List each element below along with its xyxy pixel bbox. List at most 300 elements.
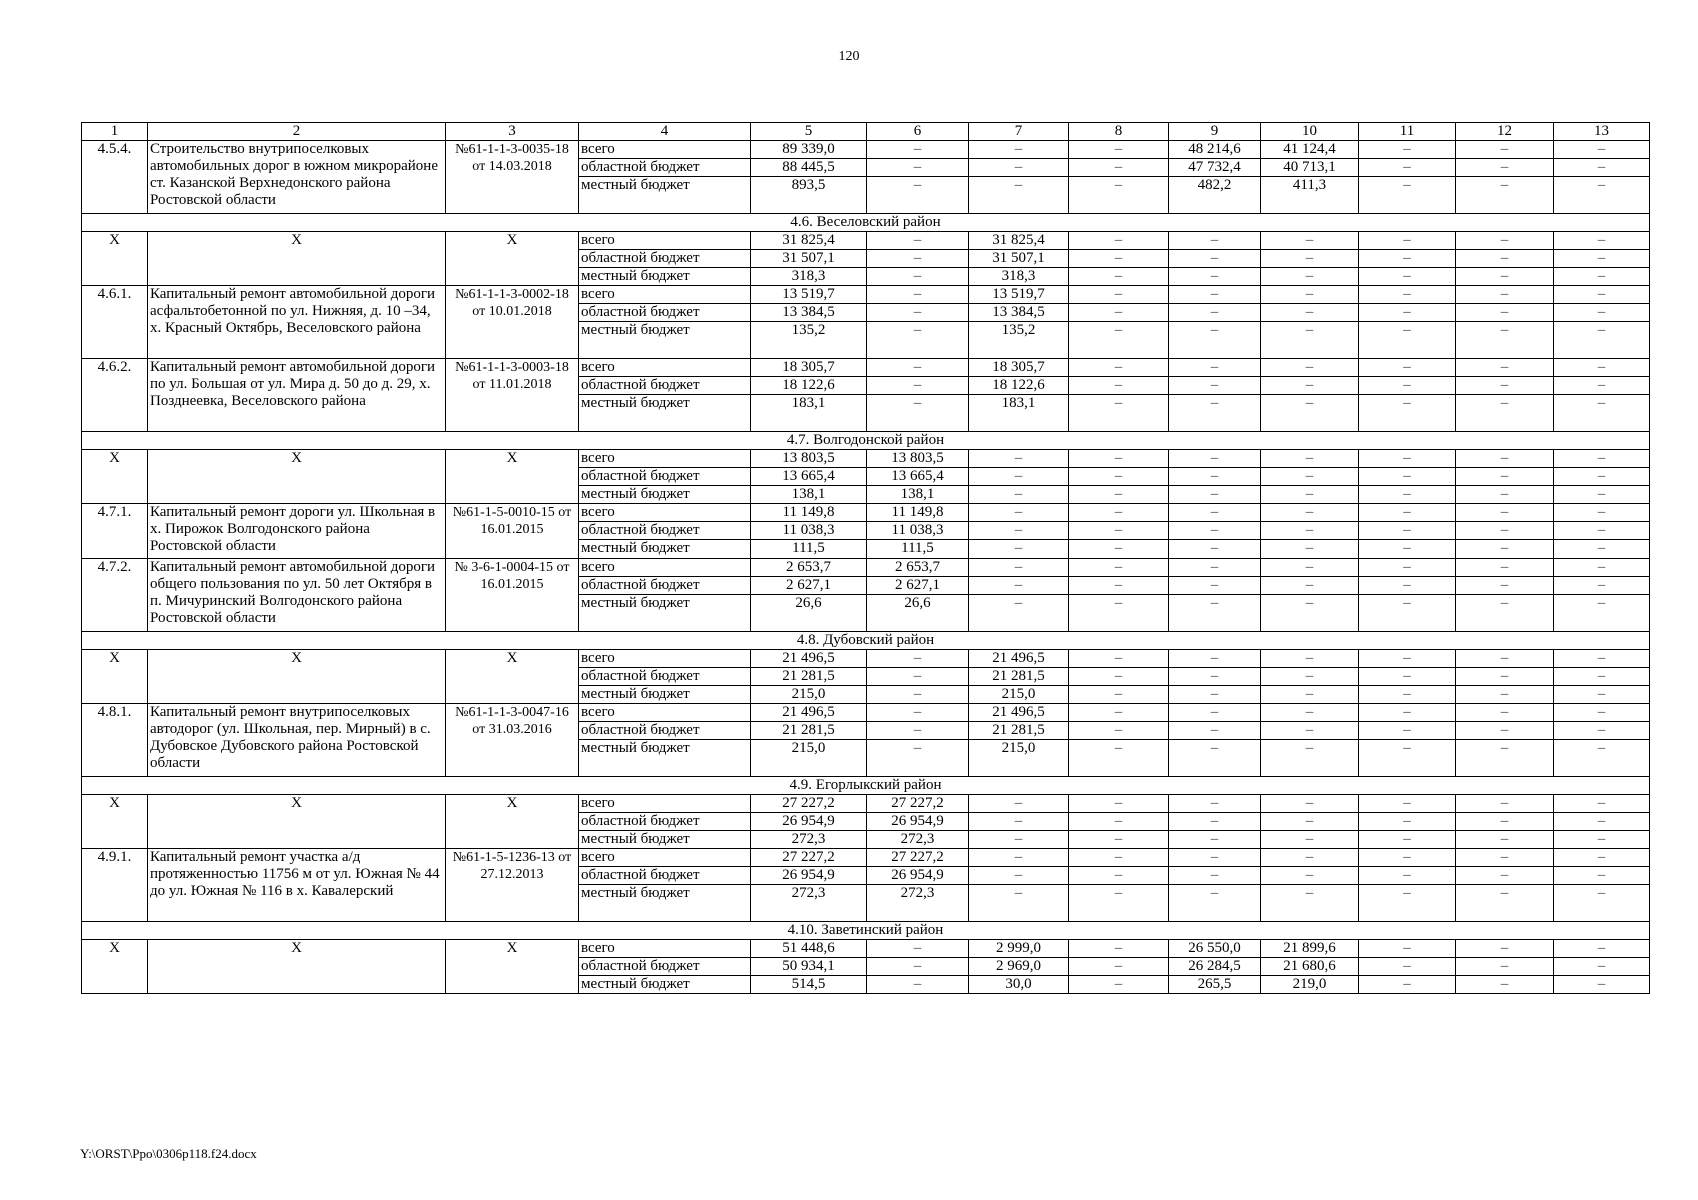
value-cell: – xyxy=(867,958,969,976)
value-cell: – xyxy=(1359,722,1456,740)
value-cell: – xyxy=(1554,286,1650,304)
value-cell: – xyxy=(1554,359,1650,377)
value-cell: – xyxy=(1169,486,1261,504)
value-cell: – xyxy=(1359,885,1456,922)
value-cell: – xyxy=(1261,540,1359,559)
value-cell: – xyxy=(1069,704,1169,722)
value-cell: – xyxy=(1069,304,1169,322)
value-cell: 13 519,7 xyxy=(969,286,1069,304)
value-cell: – xyxy=(867,686,969,704)
funding-source: областной бюджет xyxy=(579,867,751,885)
value-cell: 40 713,1 xyxy=(1261,159,1359,177)
value-cell: – xyxy=(1456,940,1554,958)
value-cell: – xyxy=(969,522,1069,540)
table-row xyxy=(82,849,1650,867)
value-cell: 18 305,7 xyxy=(751,359,867,377)
table-row xyxy=(82,704,1650,722)
value-cell: – xyxy=(1554,976,1650,994)
value-cell: 138,1 xyxy=(751,486,867,504)
item-name: Капитальный ремонт автомобильной дороги по ул. Большая от ул. Мира д. 50 до д. 29, х. Позднеевка, Веселовского района xyxy=(148,359,446,432)
funding-source: областной бюджет xyxy=(579,377,751,395)
funding-source: всего xyxy=(579,849,751,867)
item-document: №61-1-1-3-0047-16 от 31.03.2016 xyxy=(446,704,579,777)
value-cell: – xyxy=(1069,831,1169,849)
value-cell: 31 825,4 xyxy=(969,232,1069,250)
funding-source: областной бюджет xyxy=(579,722,751,740)
value-cell: 21 281,5 xyxy=(969,668,1069,686)
value-cell: – xyxy=(1456,976,1554,994)
table-row xyxy=(82,559,1650,577)
value-cell: – xyxy=(969,849,1069,867)
item-name: Строительство внутрипоселковых автомобильных дорог в южном микрорайоне ст. Казанской Верхнедонского района Ростовской области xyxy=(148,141,446,214)
value-cell: – xyxy=(1456,704,1554,722)
item-document: Х xyxy=(446,232,579,286)
item-number: 4.7.1. xyxy=(82,504,148,559)
section-heading-row xyxy=(82,214,1650,232)
funding-source: всего xyxy=(579,650,751,668)
value-cell: – xyxy=(1261,559,1359,577)
value-cell: – xyxy=(1554,322,1650,359)
value-cell: 50 934,1 xyxy=(751,958,867,976)
table-row xyxy=(82,450,1650,468)
value-cell: – xyxy=(1456,504,1554,522)
value-cell: – xyxy=(1554,795,1650,813)
value-cell: 272,3 xyxy=(751,885,867,922)
value-cell: – xyxy=(1359,686,1456,704)
value-cell: 135,2 xyxy=(751,322,867,359)
value-cell: – xyxy=(1069,522,1169,540)
funding-source: местный бюджет xyxy=(579,395,751,432)
section-heading-row xyxy=(82,777,1650,795)
item-name: Капитальный ремонт дороги ул. Школьная в х. Пирожок Волгодонского района Ростовской области xyxy=(148,504,446,559)
value-cell: – xyxy=(1359,522,1456,540)
value-cell: 21 496,5 xyxy=(751,650,867,668)
value-cell: – xyxy=(1069,504,1169,522)
value-cell: – xyxy=(1069,813,1169,831)
value-cell: – xyxy=(1456,958,1554,976)
table-row xyxy=(82,286,1650,304)
value-cell: 215,0 xyxy=(969,740,1069,777)
value-cell: – xyxy=(1554,268,1650,286)
value-cell: – xyxy=(1456,395,1554,432)
value-cell: – xyxy=(969,595,1069,632)
value-cell: – xyxy=(1069,377,1169,395)
value-cell: 51 448,6 xyxy=(751,940,867,958)
value-cell: – xyxy=(1069,885,1169,922)
value-cell: – xyxy=(1261,468,1359,486)
value-cell: – xyxy=(1456,486,1554,504)
value-cell: – xyxy=(1169,250,1261,268)
value-cell: – xyxy=(1069,595,1169,632)
value-cell: 13 803,5 xyxy=(867,450,969,468)
value-cell: 111,5 xyxy=(751,540,867,559)
funding-source: местный бюджет xyxy=(579,976,751,994)
value-cell: – xyxy=(1261,813,1359,831)
funding-source: всего xyxy=(579,940,751,958)
value-cell: – xyxy=(1069,268,1169,286)
value-cell: – xyxy=(1069,940,1169,958)
value-cell: – xyxy=(1169,831,1261,849)
value-cell: 21 281,5 xyxy=(751,668,867,686)
value-cell: – xyxy=(1456,740,1554,777)
value-cell: – xyxy=(1169,849,1261,867)
column-header: 6 xyxy=(867,123,969,141)
value-cell: – xyxy=(1456,450,1554,468)
value-cell: 411,3 xyxy=(1261,177,1359,214)
value-cell: – xyxy=(1169,468,1261,486)
value-cell: – xyxy=(1169,522,1261,540)
funding-source: всего xyxy=(579,232,751,250)
value-cell: – xyxy=(1456,159,1554,177)
item-document: №61-1-1-3-0002-18 от 10.01.2018 xyxy=(446,286,579,359)
value-cell: – xyxy=(1069,867,1169,885)
value-cell: – xyxy=(1456,286,1554,304)
footer-file-path: Y:\ORST\Ppo\0306p118.f24.docx xyxy=(80,1146,257,1161)
value-cell: – xyxy=(969,795,1069,813)
funding-source: всего xyxy=(579,795,751,813)
value-cell: 21 496,5 xyxy=(969,704,1069,722)
item-document: №61-1-5-1236-13 от 27.12.2013 xyxy=(446,849,579,922)
value-cell: – xyxy=(1359,177,1456,214)
value-cell: – xyxy=(1359,940,1456,958)
page-number: 120 xyxy=(838,49,860,64)
value-cell: 13 384,5 xyxy=(751,304,867,322)
value-cell: – xyxy=(1069,159,1169,177)
value-cell: – xyxy=(969,486,1069,504)
funding-source: всего xyxy=(579,359,751,377)
section-heading: 4.6. Веселовский район xyxy=(82,214,1650,232)
value-cell: 21 496,5 xyxy=(751,704,867,722)
value-cell: – xyxy=(1456,540,1554,559)
value-cell: – xyxy=(1456,722,1554,740)
value-cell: 30,0 xyxy=(969,976,1069,994)
column-header: 1 xyxy=(82,123,148,141)
table-row xyxy=(82,504,1650,522)
item-document: Х xyxy=(446,795,579,849)
value-cell: – xyxy=(1456,559,1554,577)
value-cell: – xyxy=(1169,286,1261,304)
value-cell: – xyxy=(1359,159,1456,177)
value-cell: – xyxy=(867,722,969,740)
value-cell: 183,1 xyxy=(969,395,1069,432)
value-cell: – xyxy=(1554,304,1650,322)
value-cell: – xyxy=(1359,650,1456,668)
value-cell: – xyxy=(1456,849,1554,867)
value-cell: 21 680,6 xyxy=(1261,958,1359,976)
funding-source: местный бюджет xyxy=(579,595,751,632)
value-cell: – xyxy=(1456,377,1554,395)
item-number: 4.6.2. xyxy=(82,359,148,432)
item-number: 4.5.4. xyxy=(82,141,148,214)
value-cell: – xyxy=(1169,377,1261,395)
value-cell: – xyxy=(1169,395,1261,432)
value-cell: – xyxy=(1359,377,1456,395)
value-cell: – xyxy=(1261,686,1359,704)
value-cell: – xyxy=(1456,795,1554,813)
value-cell: – xyxy=(1359,704,1456,722)
funding-source: местный бюджет xyxy=(579,686,751,704)
value-cell: – xyxy=(867,976,969,994)
value-cell: – xyxy=(1359,976,1456,994)
table-row xyxy=(82,359,1650,377)
value-cell: – xyxy=(1554,540,1650,559)
value-cell: – xyxy=(1359,595,1456,632)
value-cell: 272,3 xyxy=(751,831,867,849)
value-cell: – xyxy=(1069,722,1169,740)
value-cell: 13 665,4 xyxy=(867,468,969,486)
value-cell: – xyxy=(1261,650,1359,668)
value-cell: 482,2 xyxy=(1169,177,1261,214)
value-cell: – xyxy=(867,704,969,722)
value-cell: – xyxy=(1554,668,1650,686)
value-cell: 11 038,3 xyxy=(867,522,969,540)
funding-source: всего xyxy=(579,504,751,522)
item-name: Капитальный ремонт автомобильной дороги общего пользования по ул. 50 лет Октября в п. Мичуринский Волгодонского района Ростовской области xyxy=(148,559,446,632)
value-cell: – xyxy=(867,940,969,958)
value-cell: – xyxy=(1261,522,1359,540)
value-cell: 89 339,0 xyxy=(751,141,867,159)
value-cell: – xyxy=(1261,450,1359,468)
value-cell: – xyxy=(1359,468,1456,486)
value-cell: – xyxy=(1359,668,1456,686)
value-cell: – xyxy=(1169,504,1261,522)
value-cell: – xyxy=(1554,595,1650,632)
value-cell: – xyxy=(1554,141,1650,159)
value-cell: – xyxy=(1359,958,1456,976)
item-name: Капитальный ремонт участка а/д протяженностью 11756 м от ул. Южная № 44 до ул. Южная № 116 в х. Кавалерский xyxy=(148,849,446,922)
value-cell: – xyxy=(1069,286,1169,304)
value-cell: – xyxy=(867,395,969,432)
value-cell: – xyxy=(1554,867,1650,885)
value-cell: – xyxy=(969,540,1069,559)
value-cell: – xyxy=(1359,504,1456,522)
column-header: 4 xyxy=(579,123,751,141)
item-document: №61-1-5-0010-15 от 16.01.2015 xyxy=(446,504,579,559)
item-number: 4.7.2. xyxy=(82,559,148,632)
item-number: 4.9.1. xyxy=(82,849,148,922)
value-cell: – xyxy=(1554,958,1650,976)
value-cell: 48 214,6 xyxy=(1169,141,1261,159)
value-cell: – xyxy=(1069,976,1169,994)
value-cell: – xyxy=(867,740,969,777)
value-cell: – xyxy=(1359,849,1456,867)
value-cell: – xyxy=(1456,268,1554,286)
value-cell: – xyxy=(1456,468,1554,486)
funding-source: местный бюджет xyxy=(579,740,751,777)
item-number: 4.6.1. xyxy=(82,286,148,359)
column-header: 5 xyxy=(751,123,867,141)
value-cell: 318,3 xyxy=(969,268,1069,286)
item-name: Капитальный ремонт внутрипоселковых автодорог (ул. Школьная, пер. Мирный) в с. Дубовское Дубовского района Ростовской области xyxy=(148,704,446,777)
value-cell: – xyxy=(1456,141,1554,159)
value-cell: – xyxy=(1554,232,1650,250)
value-cell: – xyxy=(1169,650,1261,668)
value-cell: – xyxy=(1261,377,1359,395)
value-cell: – xyxy=(1261,704,1359,722)
value-cell: – xyxy=(1069,849,1169,867)
value-cell: 111,5 xyxy=(867,540,969,559)
value-cell: – xyxy=(1169,304,1261,322)
value-cell: 135,2 xyxy=(969,322,1069,359)
value-cell: – xyxy=(1261,395,1359,432)
value-cell: – xyxy=(1359,450,1456,468)
value-cell: – xyxy=(1359,359,1456,377)
value-cell: – xyxy=(969,867,1069,885)
value-cell: 893,5 xyxy=(751,177,867,214)
value-cell: – xyxy=(1261,831,1359,849)
section-heading: 4.7. Волгодонской район xyxy=(82,432,1650,450)
value-cell: – xyxy=(1359,232,1456,250)
funding-source: областной бюджет xyxy=(579,522,751,540)
column-header: 10 xyxy=(1261,123,1359,141)
value-cell: – xyxy=(1069,359,1169,377)
value-cell: – xyxy=(1169,268,1261,286)
value-cell: 11 038,3 xyxy=(751,522,867,540)
value-cell: – xyxy=(1554,813,1650,831)
value-cell: – xyxy=(1456,250,1554,268)
value-cell: – xyxy=(1069,686,1169,704)
value-cell: – xyxy=(1069,322,1169,359)
value-cell: 13 665,4 xyxy=(751,468,867,486)
value-cell: – xyxy=(1554,450,1650,468)
value-cell: 2 969,0 xyxy=(969,958,1069,976)
value-cell: – xyxy=(1456,686,1554,704)
value-cell: – xyxy=(1169,704,1261,722)
value-cell: – xyxy=(1261,885,1359,922)
funding-source: местный бюджет xyxy=(579,268,751,286)
value-cell: – xyxy=(1359,813,1456,831)
value-cell: – xyxy=(1554,849,1650,867)
value-cell: – xyxy=(1169,795,1261,813)
item-document: Х xyxy=(446,650,579,704)
value-cell: 2 627,1 xyxy=(867,577,969,595)
table-row xyxy=(82,232,1650,250)
value-cell: – xyxy=(1554,559,1650,577)
value-cell: – xyxy=(1554,395,1650,432)
value-cell: 318,3 xyxy=(751,268,867,286)
section-heading: 4.10. Заветинский район xyxy=(82,922,1650,940)
value-cell: 13 384,5 xyxy=(969,304,1069,322)
item-name: Х xyxy=(148,450,446,504)
value-cell: – xyxy=(1069,668,1169,686)
item-name: Х xyxy=(148,940,446,994)
value-cell: – xyxy=(1169,686,1261,704)
value-cell: – xyxy=(1069,958,1169,976)
value-cell: 2 653,7 xyxy=(751,559,867,577)
value-cell: – xyxy=(867,322,969,359)
section-heading: 4.9. Егорлыкский район xyxy=(82,777,1650,795)
value-cell: – xyxy=(1169,540,1261,559)
value-cell: – xyxy=(1359,540,1456,559)
value-cell: – xyxy=(1554,159,1650,177)
value-cell: 26 284,5 xyxy=(1169,958,1261,976)
value-cell: – xyxy=(1359,250,1456,268)
value-cell: – xyxy=(1359,795,1456,813)
value-cell: – xyxy=(867,668,969,686)
value-cell: 265,5 xyxy=(1169,976,1261,994)
value-cell: – xyxy=(1261,722,1359,740)
value-cell: – xyxy=(1261,232,1359,250)
value-cell: – xyxy=(1456,867,1554,885)
value-cell: – xyxy=(1456,831,1554,849)
value-cell: – xyxy=(1069,141,1169,159)
financing-table xyxy=(81,122,1650,994)
value-cell: – xyxy=(1456,595,1554,632)
section-heading: 4.8. Дубовский район xyxy=(82,632,1650,650)
value-cell: – xyxy=(867,286,969,304)
value-cell: – xyxy=(1554,722,1650,740)
funding-source: областной бюджет xyxy=(579,468,751,486)
item-number: Х xyxy=(82,450,148,504)
funding-source: областной бюджет xyxy=(579,668,751,686)
value-cell: – xyxy=(1169,867,1261,885)
funding-source: областной бюджет xyxy=(579,250,751,268)
item-number: 4.8.1. xyxy=(82,704,148,777)
column-header: 3 xyxy=(446,123,579,141)
value-cell: – xyxy=(1554,250,1650,268)
value-cell: – xyxy=(1169,450,1261,468)
value-cell: – xyxy=(1069,250,1169,268)
value-cell: 31 825,4 xyxy=(751,232,867,250)
value-cell: – xyxy=(1261,795,1359,813)
value-cell: 2 653,7 xyxy=(867,559,969,577)
value-cell: – xyxy=(1456,322,1554,359)
value-cell: – xyxy=(1069,795,1169,813)
column-header: 7 xyxy=(969,123,1069,141)
value-cell: – xyxy=(1359,141,1456,159)
value-cell: 219,0 xyxy=(1261,976,1359,994)
item-name: Капитальный ремонт автомобильной дороги асфальтобетонной по ул. Нижняя, д. 10 –34, х. Красный Октябрь, Веселовского района xyxy=(148,286,446,359)
value-cell: – xyxy=(1261,504,1359,522)
value-cell: – xyxy=(867,650,969,668)
value-cell: – xyxy=(1554,650,1650,668)
item-number: Х xyxy=(82,795,148,849)
value-cell: – xyxy=(1456,177,1554,214)
value-cell: 31 507,1 xyxy=(969,250,1069,268)
column-header: 8 xyxy=(1069,123,1169,141)
value-cell: – xyxy=(1261,740,1359,777)
item-name: Х xyxy=(148,232,446,286)
value-cell: – xyxy=(1359,831,1456,849)
value-cell: – xyxy=(1261,322,1359,359)
funding-source: всего xyxy=(579,141,751,159)
value-cell: – xyxy=(969,504,1069,522)
value-cell: 2 999,0 xyxy=(969,940,1069,958)
value-cell: – xyxy=(969,159,1069,177)
funding-source: местный бюджет xyxy=(579,540,751,559)
value-cell: 215,0 xyxy=(751,740,867,777)
value-cell: – xyxy=(867,159,969,177)
value-cell: 215,0 xyxy=(751,686,867,704)
value-cell: – xyxy=(1554,831,1650,849)
value-cell: 26 954,9 xyxy=(867,867,969,885)
item-document: Х xyxy=(446,940,579,994)
value-cell: 215,0 xyxy=(969,686,1069,704)
value-cell: 13 519,7 xyxy=(751,286,867,304)
value-cell: – xyxy=(1069,740,1169,777)
funding-source: всего xyxy=(579,559,751,577)
column-header: 11 xyxy=(1359,123,1456,141)
funding-source: всего xyxy=(579,286,751,304)
value-cell: – xyxy=(1261,250,1359,268)
funding-source: всего xyxy=(579,450,751,468)
value-cell: 514,5 xyxy=(751,976,867,994)
item-document: №61-1-1-3-0035-18 от 14.03.2018 xyxy=(446,141,579,214)
funding-source: областной бюджет xyxy=(579,304,751,322)
item-number: Х xyxy=(82,232,148,286)
item-document: №61-1-1-3-0003-18 от 11.01.2018 xyxy=(446,359,579,432)
value-cell: – xyxy=(1554,940,1650,958)
